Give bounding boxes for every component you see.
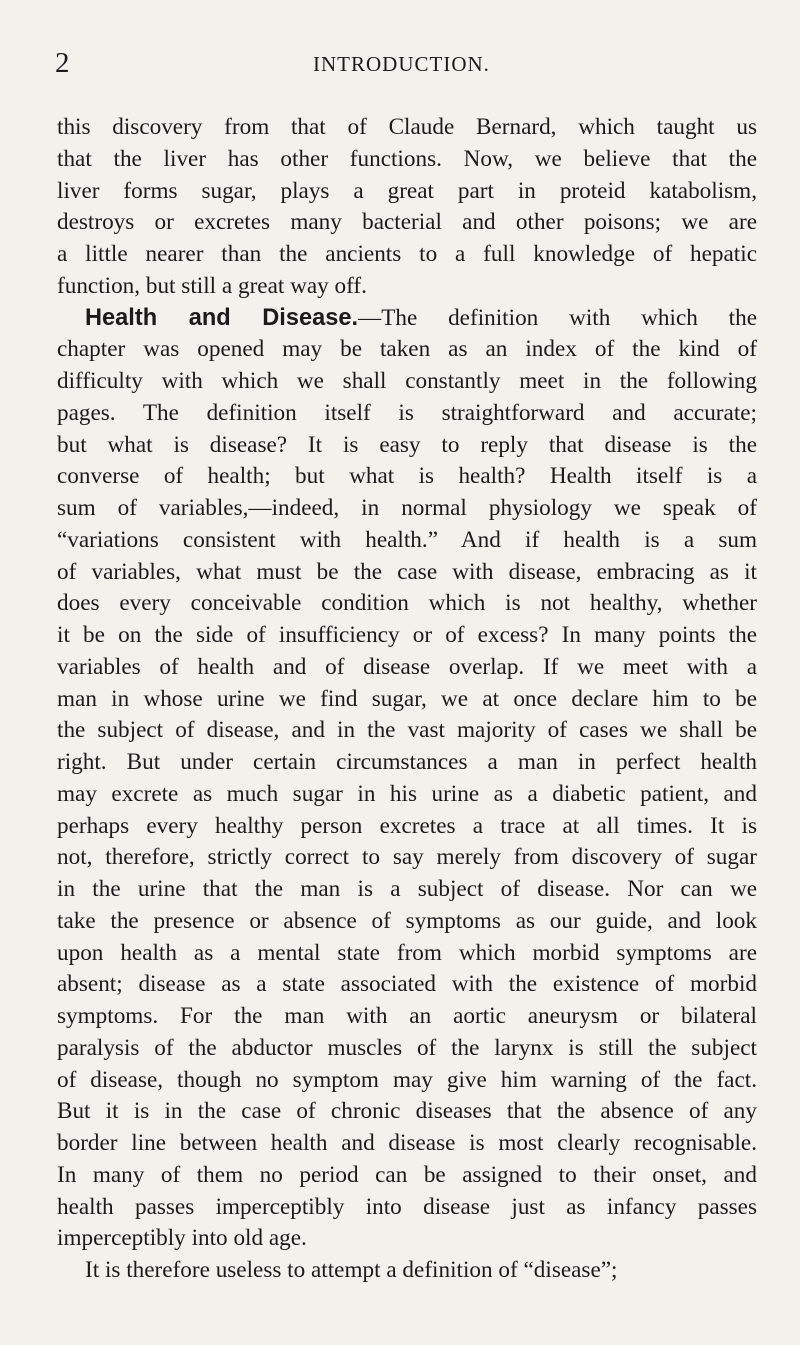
text-line: this discovery from that of Claude Bernard, which taught us [57, 114, 757, 140]
text-line: variables of health and of disease overlap. If we meet with a [57, 653, 757, 680]
text-line: But it is in the case of chronic diseases that the absence of any [57, 1098, 757, 1125]
page-number: 2 [55, 47, 70, 79]
paragraph [57, 112, 757, 303]
text-line: converse of health; but what is health? Health itself is a [57, 463, 757, 490]
text-line: health passes imperceptibly into disease just as infancy passes [57, 1193, 757, 1220]
text-line: border line between health and disease is most clearly recognisable. [57, 1130, 757, 1156]
text-line: a little nearer than the ancients to a full knowledge of hepatic [57, 241, 757, 267]
text-line: take the presence or absence of symptoms as our guide, and look [57, 907, 757, 934]
text-line: may excrete as much sugar in his urine as a diabetic patient, and [57, 780, 757, 807]
text-line: it be on the side of insufficiency or of excess? In many points the [57, 622, 757, 648]
text-line: It is therefore useless to attempt a definition of “disease”; [85, 1257, 618, 1283]
text-line: imperceptibly into old age. [57, 1225, 307, 1252]
text-line: upon health as a mental state from which morbid symptoms are [57, 939, 757, 966]
text-line: destroys or excretes many bacterial and other poisons; we are [57, 209, 757, 236]
text-line: man in whose urine we find sugar, we at once declare him to be [57, 685, 757, 712]
section-heading: Health and Disease. [85, 304, 359, 331]
text-line: chapter was opened may be taken as an index of the kind of [57, 336, 757, 363]
text-line: of variables, what must be the case with disease, embracing as it [57, 558, 757, 585]
text-line: liver forms sugar, plays a great part in proteid katabolism, [57, 177, 757, 204]
text-line: function, but still a great way off. [57, 272, 367, 299]
text-line: of disease, though no symptom may give him warning of the fact. [57, 1066, 757, 1093]
text-line: in the urine that the man is a subject of disease. Nor can we [57, 876, 757, 902]
text-line: “variations consistent with health.” And if health is a sum [57, 526, 757, 553]
text-line: does every conceivable condition which is not healthy, whether [57, 590, 757, 617]
text-line: not, therefore, strictly correct to say merely from discovery of sugar [57, 844, 757, 871]
text-line: symptoms. For the man with an aortic aneurysm or bilateral [57, 1003, 757, 1029]
body-text [57, 112, 757, 1287]
text-line: perhaps every healthy person excretes a trace at all times. It is [57, 812, 757, 839]
text-line: paralysis of the abductor muscles of the larynx is still the subject [57, 1034, 757, 1061]
text-line: but what is disease? It is easy to reply that disease is the [57, 431, 757, 458]
text-line: In many of them no period can be assigned to their onset, and [57, 1161, 757, 1188]
running-head-title: INTRODUCTION. [313, 52, 490, 76]
text-line: difficulty with which we shall constantly meet in the following [57, 368, 757, 394]
text-line: pages. The definition itself is straightforward and accurate; [57, 399, 757, 426]
text-line: that the liver has other functions. Now, we believe that the [57, 145, 757, 172]
text-line: absent; disease as a state associated with the existence of morbid [57, 971, 757, 998]
text-line: the subject of disease, and in the vast majority of cases we shall be [57, 717, 757, 744]
section-heading-line [57, 303, 757, 335]
paragraph [57, 303, 757, 1256]
running-head [0, 48, 800, 78]
paragraph [57, 1255, 757, 1287]
text-line: sum of variables,—indeed, in normal physiology we speak of [57, 495, 757, 521]
text-line: right. But under certain circumstances a man in perfect health [57, 749, 757, 775]
text-line: —The definition with which the [358, 304, 757, 331]
